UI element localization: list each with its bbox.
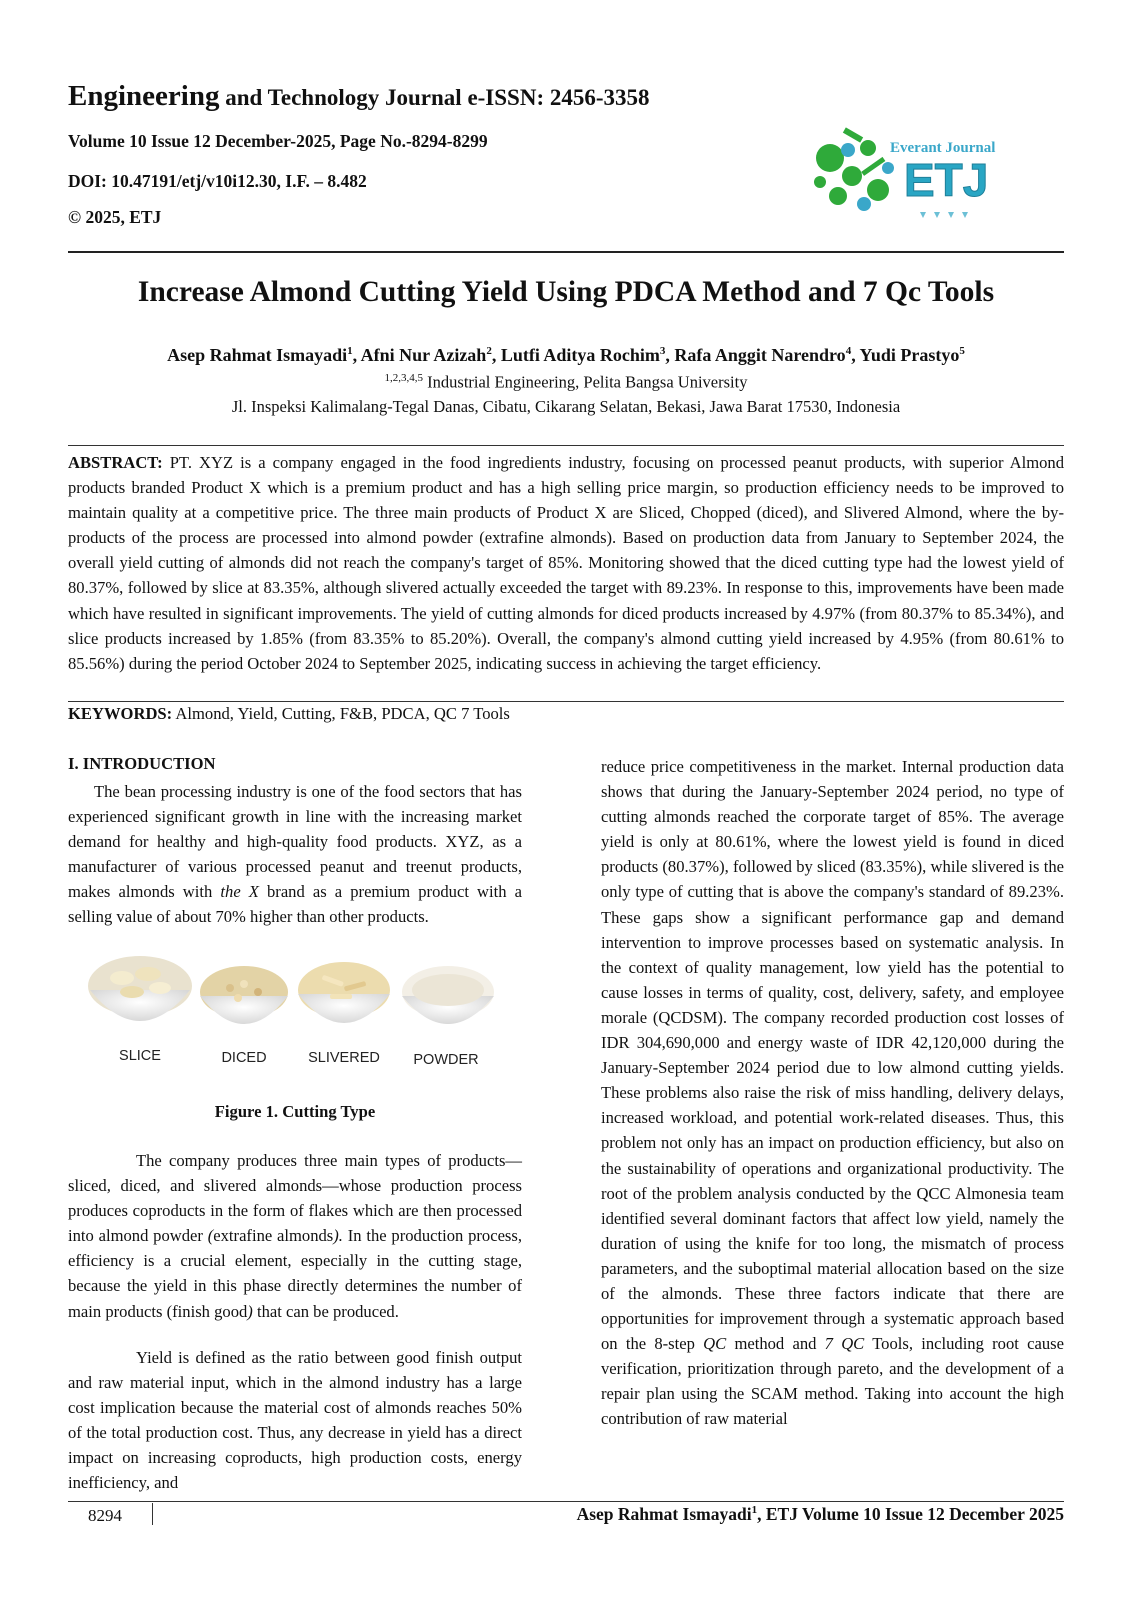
header-rule xyxy=(68,251,1064,253)
etj-logo xyxy=(808,118,1026,230)
author: Afni Nur Azizah$^2$, xyxy=(360,345,501,365)
bowl-powder xyxy=(402,966,494,1024)
abstract: ABSTRACT: PT. XYZ is a company engaged in the food ingredients industry, focusing on processed peanut products, with superior Almond products branded Product X which is a premium product and has a high selling price margin, so production efficiency needs to be improved to maintain quality at a competitive price. The three main products of Product X are Sliced, Chopped (diced), and Slivered Almond, where the by-products of the process are processed into almond powder (extrafine almonds). Based on production data from January to September 2024, the overall yield cutting of almonds did not reach the company's target of 85%. Monitoring showed that the diced cutting type had the lowest yield of 80.37%, followed by slice at 83.35%, although slivered actually exceeded the target with 89.23%. In response to this, improvements have been made which have resulted in significant improvements. The yield of cutting almonds for diced products increased by 4.97% (from 80.37% to 85.34%), and slice products increased by 1.85% (from 83.35% to 85.20%). Overall, the company's almond cutting yield increased by 4.95% (from 80.61% to 85.56%) during the period October 2024 to September 2025, indicating success in achieving the target efficiency. xyxy=(68,453,1064,673)
figure-label: SLICE xyxy=(119,1048,161,1064)
doi-line: DOI: 10.47191/etj/v10i12.30, I.F. – 8.482 xyxy=(68,171,367,191)
figure-cutting-types xyxy=(82,948,508,1078)
author-list xyxy=(0,345,1132,366)
paragraph: Yield is defined as the ratio between good finish output and raw material input, which in the almond industry has a large cost implication because the material cost of almonds reaches 50% of the total production cost. Thus, any decrease in yield has a direct impact on increasing coproducts, high production costs, energy inefficiency, and xyxy=(68,1348,522,1493)
logo-text-top: Everant Journal xyxy=(890,140,996,156)
author: Rafa Anggit Narendro$^4$, xyxy=(674,345,860,365)
abstract-bottom-rule xyxy=(68,701,1064,702)
page-number: 8294 xyxy=(88,1506,122,1525)
figure-label: POWDER xyxy=(413,1052,479,1068)
footer-divider xyxy=(152,1503,153,1525)
author: Lutfi Aditya Rochim$^3$, xyxy=(500,345,675,365)
paragraph: reduce price competitiveness in the market. Internal production data shows that during the January-September 2024 period, no type of cutting almonds reached the corporate target of 85%. The average yield is only at 80.61%, where the lowest yield is found in diced products (80.37%), followed by sliced (83.35%), while slivered is the only type of cutting that is above the company's standard of 89.23%. These gaps show a significant performance gap and demand intervention to improve processes based on systematic analysis. In the context of quality management, low yield has the potential to cause losses in terms of quality, cost, delivery, safety, and employee morale (QCDSM). The company recorded production cost losses of IDR 304,690,000 and energy waste of IDR 42,120,000 during the January-September 2024 period due to low almond cutting yields. These problems also raise the risk of miss handling, delivery delays, increased workload, and potential work-related diseases. Thus, this problem not only has an impact on production efficiency, but also on the sustainability of operations and organizational productivity. The root of the problem analysis conducted by the QCC Almonesia team identified several dominant factors that affect low yield, namely the duration of using the knife for too long, the mismatch of process parameters, and the suboptimal material allocation based on the size of the almonds. These three factors indicate that there are opportunities for improvement through a systematic approach based on the 8-step QC method and 7 QC Tools, including root cause verification, prioritization through pareto, and the development of a repair plan using the SCAM method. Taking into account the high contribution of raw material xyxy=(601,757,1064,1429)
paragraph: The company produces three main types of products—sliced, diced, and slivered almonds—whose production process produces coproducts in the form of flakes which are then processed into almond powder (extrafine almonds). In the production process, efficiency is a crucial element, especially in the cutting stage, because the yield in this phase directly determines the number of main products (finish good) that can be produced. xyxy=(68,1151,522,1321)
copyright-line: © 2025, ETJ xyxy=(68,207,162,227)
abstract-top-rule xyxy=(68,445,1064,446)
section-heading: I. INTRODUCTION xyxy=(68,754,216,773)
affiliation: $^{1,2,3,4,5}$ Industrial Engineering, Pelita Bangsa University xyxy=(384,372,748,392)
bowl-slice xyxy=(88,956,192,1021)
footer-rule xyxy=(68,1501,1064,1502)
bowl-slivered xyxy=(298,962,390,1023)
figure-label: DICED xyxy=(221,1050,267,1066)
paragraph: The bean processing industry is one of the food sectors that has experienced significant growth in line with the increasing market demand for healthy and high-quality food products. XYZ, as a manufacturer of various processed peanut and treenut products, makes almonds with the X brand as a premium product with a selling value of about 70% higher than other products. xyxy=(68,782,522,927)
keywords: KEYWORDS: Almond, Yield, Cutting, F&B, PDCA, QC 7 Tools xyxy=(68,704,510,723)
author: Yudi Prastyo$^5$ xyxy=(859,345,965,365)
volume-line: Volume 10 Issue 12 December-2025, Page No.-8294-8299 xyxy=(68,131,488,151)
bowl-diced xyxy=(200,966,288,1024)
paper-title: Increase Almond Cutting Yield Using PDCA Method and 7 Qc Tools xyxy=(137,276,995,308)
running-footer: Asep Rahmat Ismayadi$^1$, ETJ Volume 10 Issue 12 December 2025 xyxy=(576,1504,1064,1524)
address: Jl. Inspeksi Kalimalang-Tegal Danas, Cibatu, Cikarang Selatan, Bekasi, Jawa Barat 17530, Indonesia xyxy=(231,397,901,416)
figure-label: SLIVERED xyxy=(308,1050,380,1066)
journal-title: Engineering and Technology Journal e-ISSN: 2456-3358 xyxy=(68,80,650,112)
figure-caption: Figure 1. Cutting Type xyxy=(214,1102,376,1121)
logo-text-main: ETJ xyxy=(904,154,989,206)
author: Asep Rahmat Ismayadi$^1$, xyxy=(167,345,361,365)
